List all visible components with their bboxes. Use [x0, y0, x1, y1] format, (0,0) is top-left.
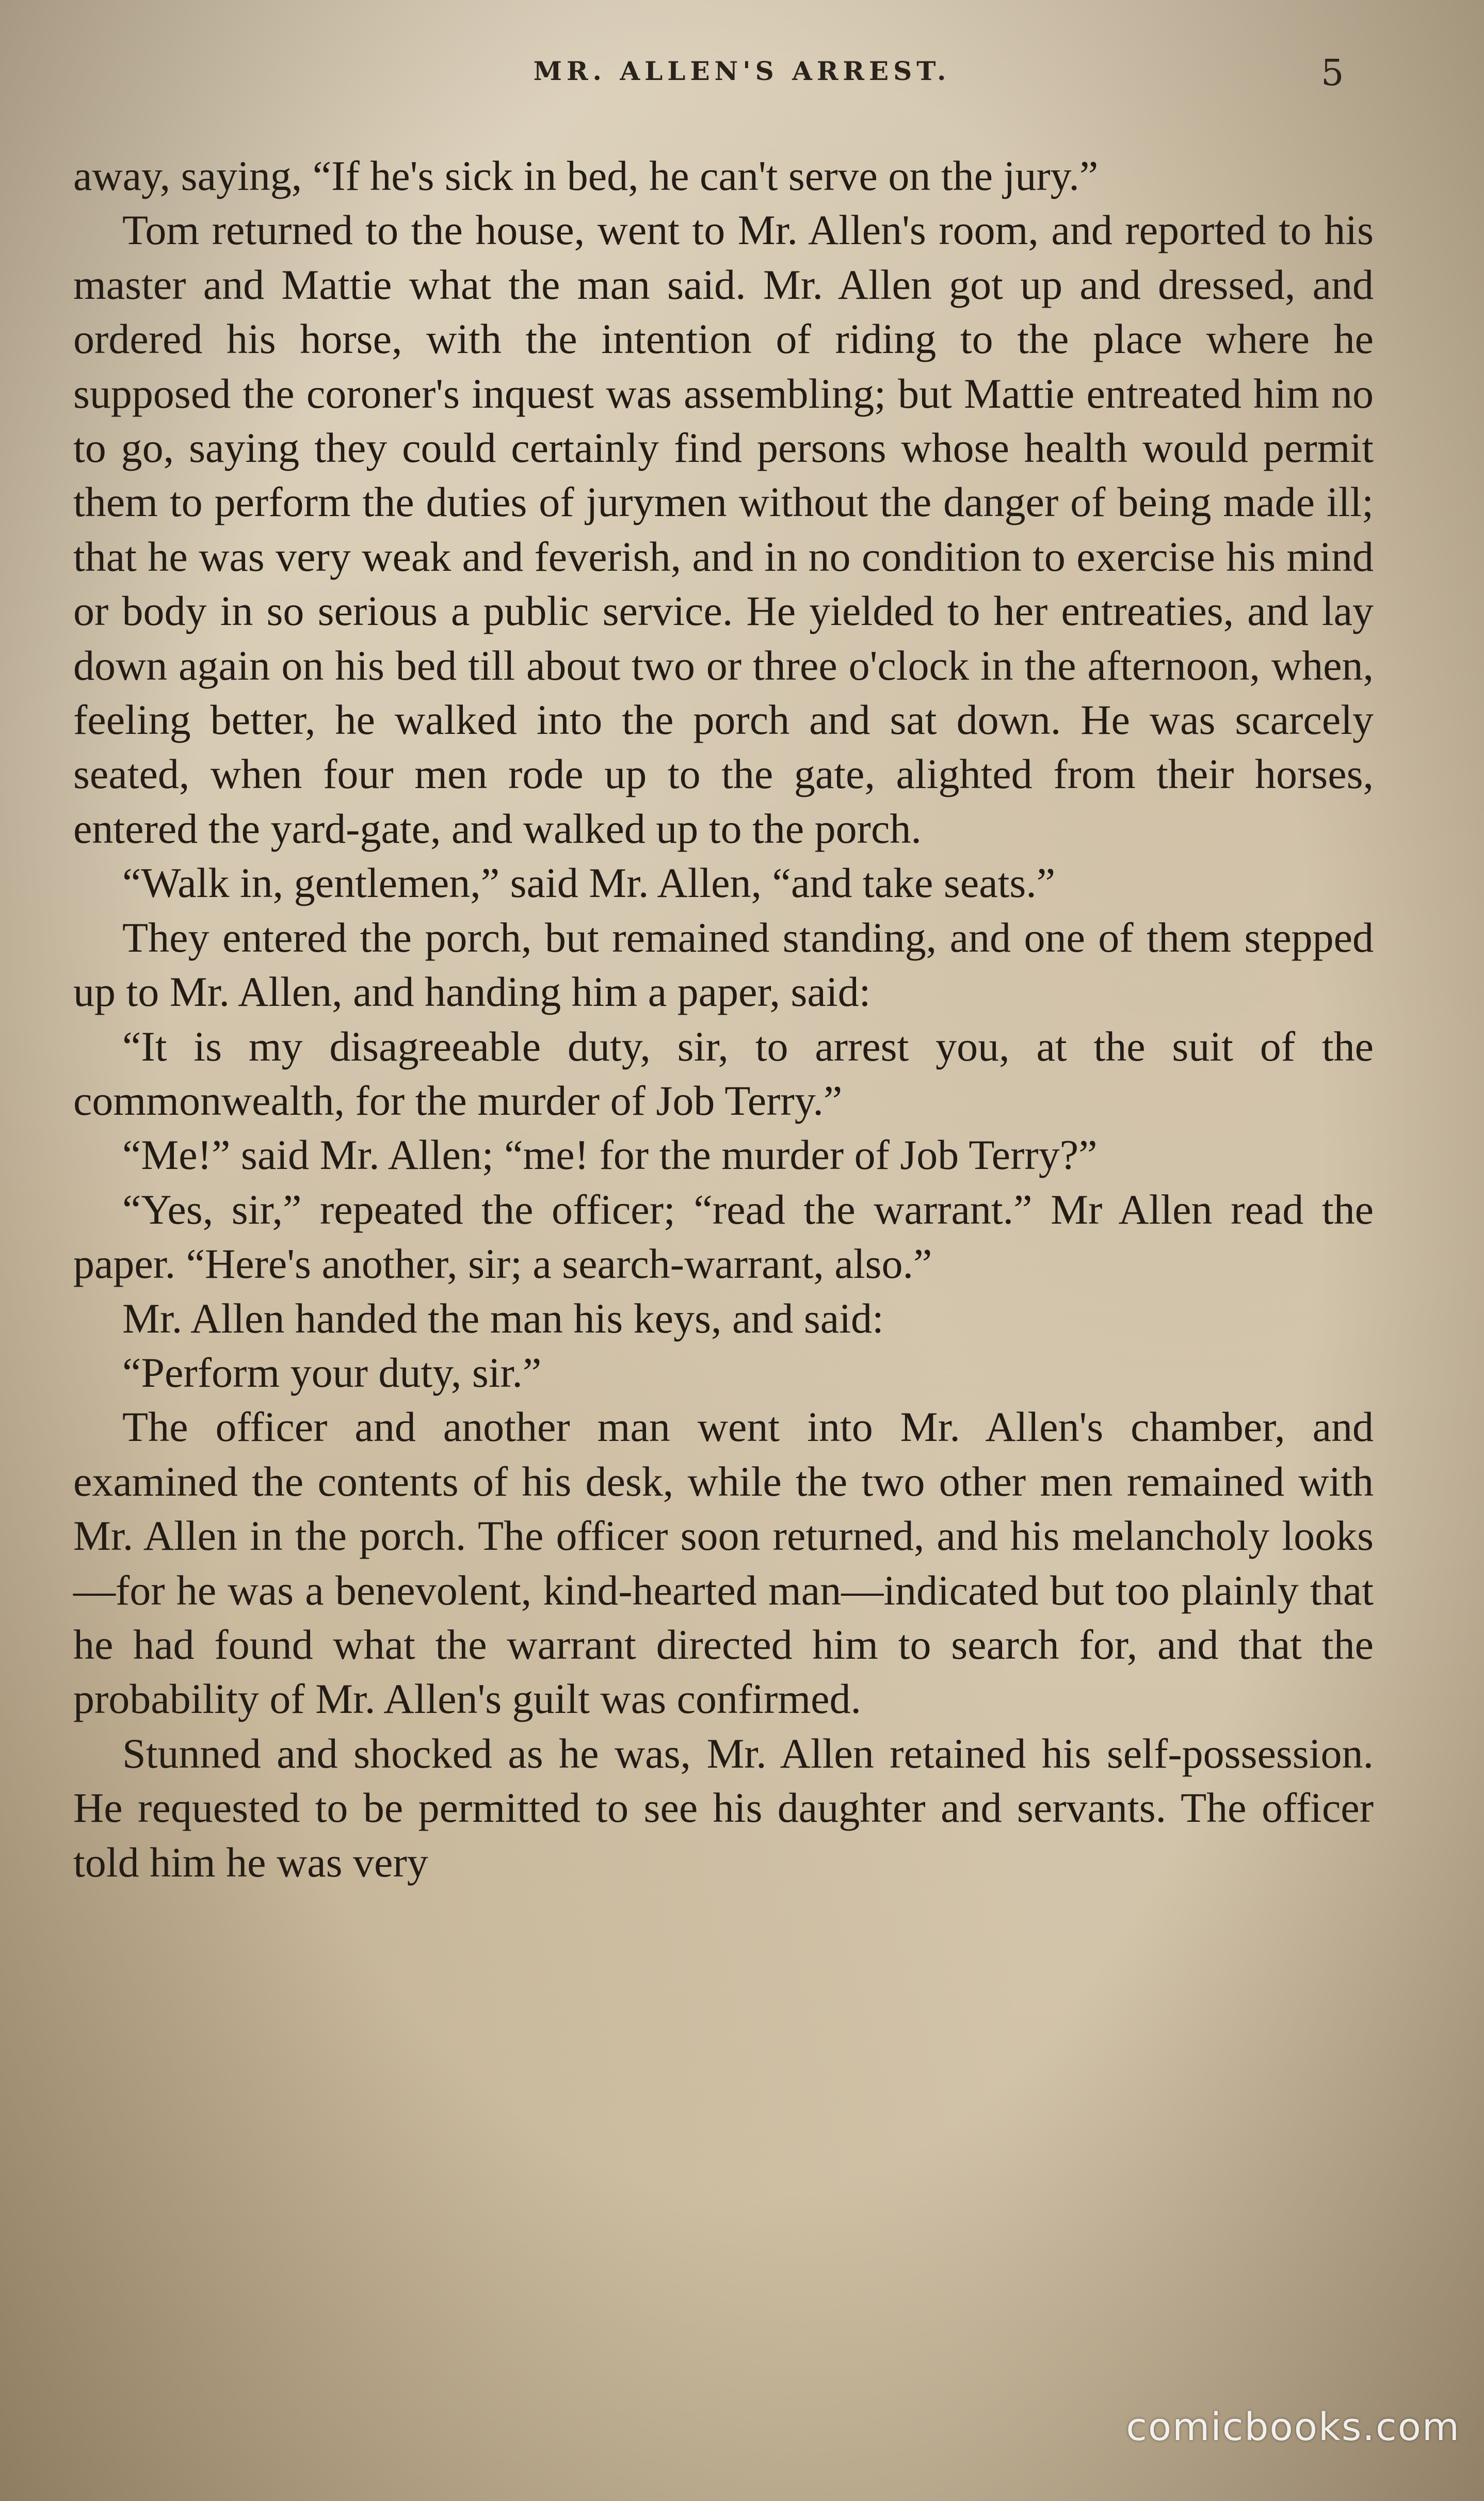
paragraph: “It is my disagreeable duty, sir, to arrest you, at the suit of the commonwealth, for the murder of Job Terry.” [73, 1022, 1374, 1124]
paragraph: “Me!” said Mr. Allen; “me! for the murder of Job Terry?” [122, 1131, 1098, 1179]
paragraph: Stunned and shocked as he was, Mr. Allen retained his self-possession. He requested to be permitted to see his daughter and servants. The officer told him he was very [73, 1729, 1374, 1886]
paragraph: They entered the porch, but remained standing, and one of them stepped up to Mr. Allen, and handing him a paper, said: [73, 913, 1374, 1016]
chapter-title: MR. ALLEN'S ARREST. [533, 56, 951, 86]
paragraph: Mr. Allen handed the man his keys, and said: [122, 1294, 884, 1342]
paragraph: “Walk in, gentlemen,” said Mr. Allen, “and take seats.” [122, 859, 1056, 907]
watermark: comicbooks.com [1126, 2405, 1460, 2449]
page-number: 5 [1321, 52, 1344, 94]
paragraph: Tom returned to the house, went to Mr. Allen's room, and reported to his master and Mattie what the man said. Mr. Allen got up and dressed, and ordered his horse, with the intention of riding to the place where he supposed the coroner's inquest was assembling; but Mattie entreated him no to go, saying they could certainly find persons whose health would permit them to perform the duties of jurymen without the danger of being made ill; that he was very weak and feverish, and in no condition to exercise his mind or body in so serious a public service. He yielded to her entreaties, and lay down again on his bed till about two or three o'clock in the afternoon, when, feeling better, he walked into the porch and sat down. He was scarcely seated, when four men rode up to the gate, alighted from their horses, entered the yard-gate, and walked up to the porch. [73, 206, 1374, 852]
body-text [73, 149, 1374, 1889]
paragraph-continued: away, saying, “If he's sick in bed, he can't serve on the jury.” [73, 152, 1099, 199]
paragraph: “Perform your duty, sir.” [122, 1349, 542, 1396]
paragraph: “Yes, sir,” repeated the officer; “read the warrant.” Mr Allen read the paper. “Here's another, sir; a search-warrant, also.” [73, 1185, 1374, 1288]
paragraph: The officer and another man went into Mr. Allen's chamber, and examined the contents of his desk, while the two other men remained with Mr. Allen in the porch. The officer soon returned, and his melancholy looks—for he was a benevolent, kind-hearted man—indicated but too plainly that he had found what the warrant directed him to search for, and that the probability of Mr. Allen's guilt was confirmed. [73, 1403, 1374, 1723]
running-head [0, 52, 1484, 97]
